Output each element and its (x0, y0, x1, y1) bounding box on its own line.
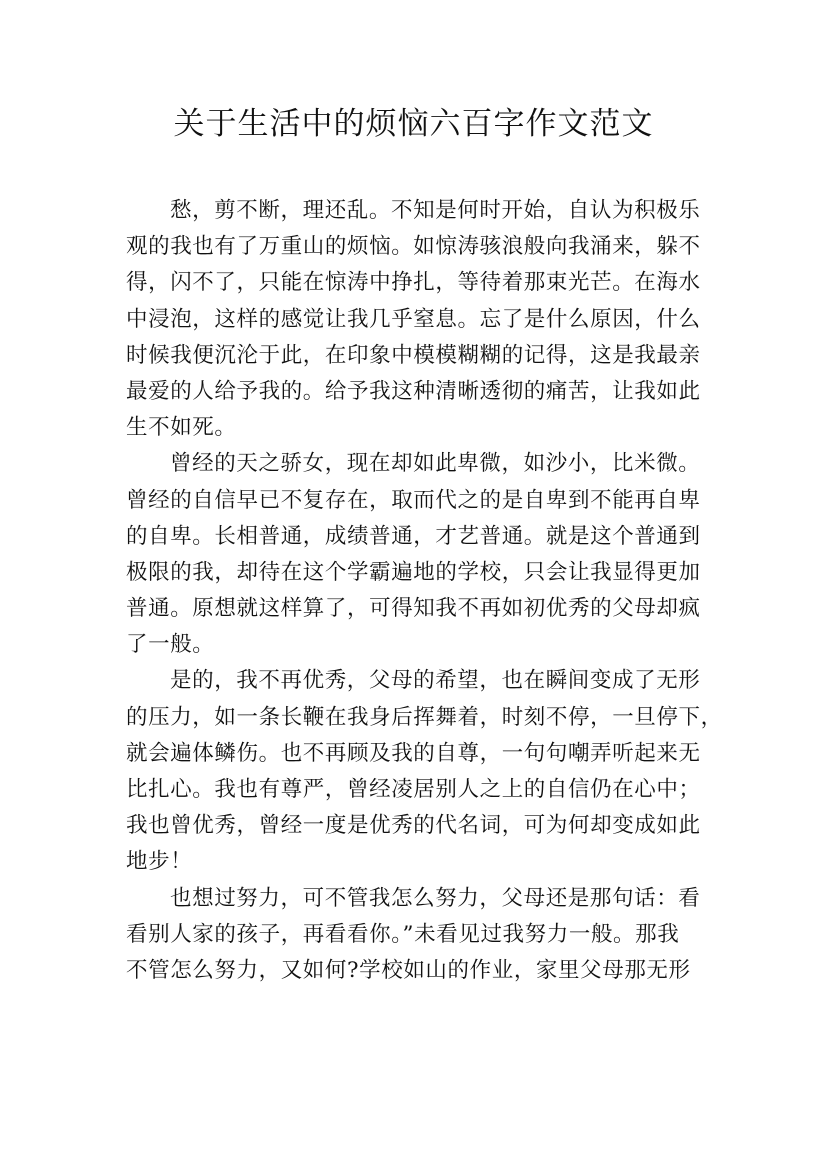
text-line: 的压力，如一条长鞭在我身后挥舞着，时刻不停，一旦停下， (126, 704, 723, 730)
text-line: 了一般。 (126, 632, 215, 658)
text-line: 我也曾优秀，曾经一度是优秀的代名词，可为何却变成如此 (126, 813, 701, 839)
essay-body (126, 193, 723, 989)
text-line: 是的，我不再优秀，父母的希望，也在瞬间变成了无形 (170, 668, 701, 694)
text-line: 的自卑。长相普通，成绩普通，才艺普通。就是这个普通到 (126, 523, 701, 549)
text-line: 就会遍体鳞伤。也不再顾及我的自尊，一句句嘲弄听起来无 (126, 740, 701, 766)
text-line: 得，闪不了，只能在惊涛中挣扎，等待着那束光芒。在海水 (126, 270, 701, 296)
text-line: 生不如死。 (126, 415, 237, 441)
text-line: 最爱的人给予我的。给予我这种清晰透彻的痛苦，让我如此 (126, 378, 701, 404)
text-line: 不管怎么努力，又如何?学校如山的作业，家里父母那无形 (126, 957, 691, 983)
text-line: 普通。原想就这样算了，可得知我不再如初优秀的父母却疯 (126, 596, 701, 622)
document-title: 关于生活中的烦恼六百字作文范文 (173, 106, 654, 142)
text-line: 时候我便沉沦于此，在印象中模模糊糊的记得，这是我最亲 (126, 342, 701, 368)
text-line: 曾经的天之骄女，现在却如此卑微，如沙小，比米微。 (170, 451, 701, 477)
text-line: 愁，剪不断，理还乱。不知是何时开始，自认为积极乐 (170, 198, 701, 223)
text-line: 也想过努力，可不管我怎么努力，父母还是那句话：看 (170, 885, 701, 911)
text-line: 极限的我，却待在这个学霸遍地的学校，只会让我显得更加 (126, 559, 701, 585)
text-line: 观的我也有了万重山的烦恼。如惊涛骇浪般向我涌来，躲不 (126, 234, 701, 260)
text-line: 比扎心。我也有尊严，曾经凌居别人之上的自信仍在心中； (126, 777, 701, 802)
text-line: 看别人家的孩子，再看看你。”未看见过我努力一般。那我 (126, 921, 680, 947)
text-line: 曾经的自信早已不复存在，取而代之的是自卑到不能再自卑 (126, 487, 701, 513)
text-line: 地步！ (126, 849, 193, 875)
text-line: 中浸泡，这样的感觉让我几乎窒息。忘了是什么原因，什么 (126, 306, 701, 332)
